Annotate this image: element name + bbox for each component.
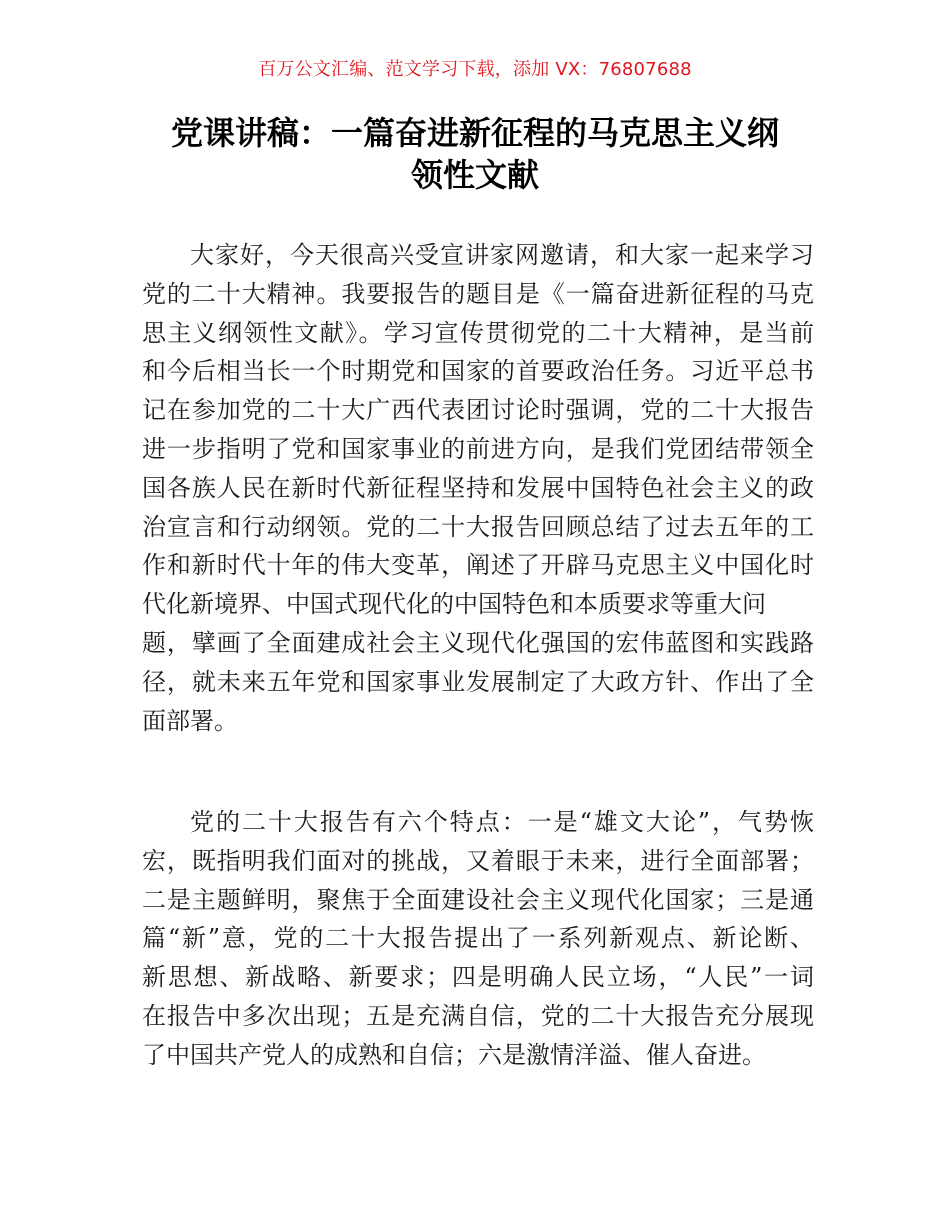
paragraph-line: 宏，既指明我们面对的挑战，又着眼于未来，进行全面部署； bbox=[142, 846, 814, 875]
paragraph-2 bbox=[142, 803, 814, 1075]
paragraph-line: 二是主题鲜明，聚焦于全面建设社会主义现代化国家；三是通 bbox=[142, 885, 814, 914]
paragraph-line: 作和新时代十年的伟大变革，阐述了开辟马克思主义中国化时 bbox=[142, 551, 814, 580]
paragraph-line: 了中国共产党人的成熟和自信；六是激情洋溢、催人奋进。 bbox=[142, 1040, 766, 1069]
paragraph-line: 党的二十大精神。我要报告的题目是《一篇奋进新征程的马克 bbox=[142, 279, 814, 308]
watermark-banner: 百万公文汇编、范文学习下载，添加 VX：76807688 bbox=[258, 59, 692, 80]
document-title bbox=[0, 112, 950, 196]
paragraph-line: 径，就未来五年党和国家事业发展制定了大政方针、作出了全 bbox=[142, 667, 814, 696]
paragraph-line: 党的二十大报告有六个特点：一是“雄文大论”，气势恢 bbox=[190, 808, 814, 836]
title-line-2: 领性文献 bbox=[410, 156, 539, 194]
paragraph-line: 在报告中多次出现；五是充满自信，党的二十大报告充分展现 bbox=[142, 1001, 814, 1030]
paragraph-line: 和今后相当长一个时期党和国家的首要政治任务。习近平总书 bbox=[142, 357, 814, 386]
paragraph-line: 面部署。 bbox=[142, 706, 238, 735]
paragraph-line: 国各族人民在新时代新征程坚持和发展中国特色社会主义的政 bbox=[142, 473, 814, 502]
paragraph-1 bbox=[142, 236, 814, 740]
paragraph-line: 代化新境界、中国式现代化的中国特色和本质要求等重大问 bbox=[142, 590, 766, 619]
paragraph-line: 记在参加党的二十大广西代表团讨论时强调，党的二十大报告 bbox=[142, 396, 814, 425]
paragraph-line: 新思想、新战略、新要求；四是明确人民立场，“人民”一词 bbox=[142, 963, 814, 992]
paragraph-line: 大家好，今天很高兴受宣讲家网邀请，和大家一起来学习 bbox=[190, 241, 814, 269]
paragraph-line: 题，擘画了全面建成社会主义现代化强国的宏伟蓝图和实践路 bbox=[142, 628, 814, 657]
paragraph-line: 思主义纲领性文献》。学习宣传贯彻党的二十大精神，是当前 bbox=[142, 318, 814, 347]
title-line-1: 党课讲稿：一篇奋进新征程的马克思主义纲 bbox=[170, 114, 779, 152]
paragraph-line: 篇“新”意，党的二十大报告提出了一系列新观点、新论断、 bbox=[142, 924, 814, 953]
paragraph-line: 治宣言和行动纲领。党的二十大报告回顾总结了过去五年的工 bbox=[142, 512, 814, 541]
paragraph-line: 进一步指明了党和国家事业的前进方向，是我们党团结带领全 bbox=[142, 434, 814, 463]
